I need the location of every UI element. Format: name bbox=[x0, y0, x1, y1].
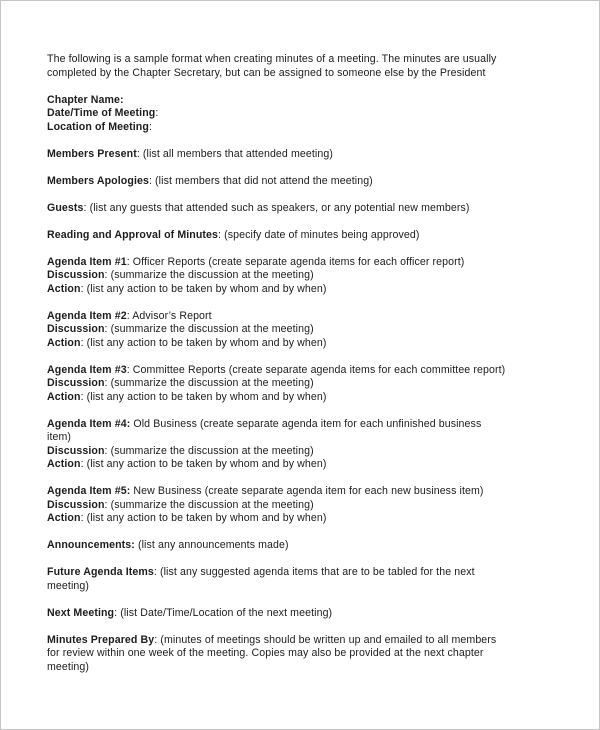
paragraph-intro-paragraph bbox=[47, 53, 559, 80]
paragraph-guests bbox=[47, 202, 559, 216]
line-text: : (list any suggested agenda items that are to be tabled for the next bbox=[153, 566, 475, 578]
line-label: Agenda Item #5: bbox=[47, 485, 131, 497]
line-label: Announcements: bbox=[47, 539, 135, 551]
document-line bbox=[47, 499, 559, 513]
document-line bbox=[47, 445, 559, 459]
line-label: Discussion bbox=[47, 269, 105, 281]
line-text: (list any announcements made) bbox=[134, 539, 289, 551]
line-text: : Advisor’s Report bbox=[126, 309, 212, 322]
line-text: : bbox=[148, 120, 152, 133]
line-label: Action bbox=[47, 458, 81, 470]
line-text: Old Business (create separate agenda item for each unfinished business bbox=[130, 417, 482, 430]
document-line bbox=[47, 202, 559, 216]
line-text: : (list any action to be taken by whom and by when) bbox=[80, 390, 327, 403]
line-label: Agenda Item #2 bbox=[47, 309, 127, 322]
document-line bbox=[47, 107, 559, 121]
line-text: : Officer Reports (create separate agenda items for each officer report) bbox=[126, 255, 465, 268]
line-text: : Committee Reports (create separate agenda items for each committee report) bbox=[126, 363, 506, 376]
document-line bbox=[47, 364, 559, 378]
line-label: Members Present bbox=[47, 147, 137, 160]
line-label: Chapter Name: bbox=[47, 93, 124, 106]
paragraph-next-meeting bbox=[47, 607, 559, 621]
line-text: : bbox=[155, 107, 159, 119]
line-label: Discussion bbox=[47, 377, 105, 389]
paragraph-agenda-item-2 bbox=[47, 310, 559, 351]
document-line bbox=[47, 566, 559, 580]
line-label: Discussion bbox=[47, 498, 105, 511]
paragraph-agenda-item-5 bbox=[47, 485, 559, 526]
document-line bbox=[47, 647, 559, 661]
line-label: Action bbox=[47, 336, 81, 349]
line-text: New Business (create separate agenda item for each new business item) bbox=[130, 485, 484, 497]
paragraph-announcements bbox=[47, 539, 559, 553]
document-line bbox=[47, 661, 559, 675]
paragraph-agenda-item-4 bbox=[47, 418, 559, 472]
line-label: Agenda Item #1 bbox=[47, 255, 127, 268]
paragraph-reading-approval-of-minutes bbox=[47, 229, 559, 243]
line-label: Reading and Approval of Minutes bbox=[47, 228, 219, 241]
line-text: meeting) bbox=[47, 579, 90, 592]
document-line bbox=[47, 283, 559, 297]
line-label: Action bbox=[47, 282, 81, 295]
line-text: The following is a sample format when creating minutes of a meeting. The minutes are usually bbox=[47, 53, 497, 65]
line-label: Action bbox=[47, 512, 81, 524]
document-line bbox=[47, 458, 559, 472]
document-line bbox=[47, 323, 559, 337]
document-line bbox=[47, 391, 559, 405]
line-text: : (list any guests that attended such as speakers, or any potential new members) bbox=[83, 201, 470, 214]
line-label: Members Apologies bbox=[47, 174, 149, 187]
paragraph-meeting-header-fields bbox=[47, 94, 559, 135]
line-text: : (list Date/Time/Location of the next meeting) bbox=[114, 606, 333, 619]
document-line bbox=[47, 337, 559, 351]
document-line bbox=[47, 148, 559, 162]
line-text: : (summarize the discussion at the meeting) bbox=[104, 323, 314, 335]
line-label: Location of Meeting bbox=[47, 120, 149, 133]
line-label: Date/Time of Meeting bbox=[47, 107, 156, 119]
document-line bbox=[47, 256, 559, 270]
document-line bbox=[47, 310, 559, 324]
document-line bbox=[47, 580, 559, 594]
document-line bbox=[47, 175, 559, 189]
document-line bbox=[47, 512, 559, 526]
line-label: Discussion bbox=[47, 323, 105, 335]
document-line bbox=[47, 539, 559, 553]
line-text: completed by the Chapter Secretary, but can be assigned to someone else by the President bbox=[47, 66, 486, 79]
document-line bbox=[47, 269, 559, 283]
line-label: Guests bbox=[47, 201, 84, 214]
line-text: : (summarize the discussion at the meeting) bbox=[104, 269, 314, 281]
document-line bbox=[47, 121, 559, 135]
line-text: meeting) bbox=[47, 660, 90, 673]
paragraph-agenda-item-3 bbox=[47, 364, 559, 405]
paragraph-agenda-item-1 bbox=[47, 256, 559, 297]
document-line bbox=[47, 94, 559, 108]
paragraph-minutes-prepared-by bbox=[47, 634, 559, 675]
line-text: : (list any action to be taken by whom and by when) bbox=[80, 458, 327, 470]
line-label: Future Agenda Items bbox=[47, 566, 154, 578]
line-label: Minutes Prepared By bbox=[47, 633, 155, 646]
line-text: : (list all members that attended meeting) bbox=[136, 147, 333, 160]
line-label: Next Meeting bbox=[47, 606, 115, 619]
paragraph-members-present bbox=[47, 148, 559, 162]
line-label: Action bbox=[47, 390, 81, 403]
document-line bbox=[47, 418, 559, 432]
line-text: : (summarize the discussion at the meeting) bbox=[104, 444, 314, 457]
paragraph-members-apologies bbox=[47, 175, 559, 189]
line-text: : (specify date of minutes being approved) bbox=[218, 228, 420, 241]
document-line bbox=[47, 229, 559, 243]
line-text: : (list members that did not attend the meeting) bbox=[148, 174, 373, 187]
document-line bbox=[47, 607, 559, 621]
line-text: : (list any action to be taken by whom and by when) bbox=[80, 512, 327, 524]
document-line bbox=[47, 53, 559, 67]
document-line bbox=[47, 485, 559, 499]
line-text: item) bbox=[47, 431, 72, 443]
document-line bbox=[47, 431, 559, 445]
document-content bbox=[1, 1, 599, 674]
document-line bbox=[47, 377, 559, 391]
line-text: for review within one week of the meeting. Copies may also be provided at the next chapter bbox=[47, 647, 484, 659]
line-text: : (summarize the discussion at the meeting) bbox=[104, 377, 314, 389]
line-label: Agenda Item #4: bbox=[47, 417, 131, 430]
paragraph-future-agenda-items bbox=[47, 566, 559, 593]
line-text: : (summarize the discussion at the meeting) bbox=[104, 498, 314, 511]
line-text: : (list any action to be taken by whom and by when) bbox=[80, 282, 327, 295]
line-text: : (minutes of meetings should be written up and emailed to all members bbox=[154, 633, 497, 646]
document-line bbox=[47, 634, 559, 648]
line-text: : (list any action to be taken by whom and by when) bbox=[80, 336, 327, 349]
line-label: Agenda Item #3 bbox=[47, 363, 127, 376]
line-label: Discussion bbox=[47, 444, 105, 457]
document-line bbox=[47, 67, 559, 81]
